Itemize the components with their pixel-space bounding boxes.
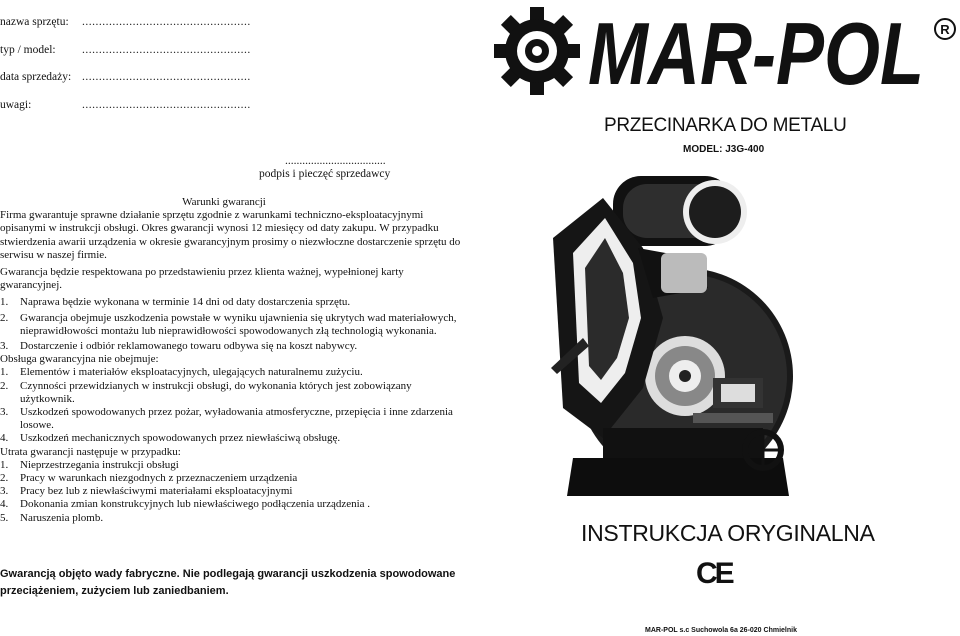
lost-title: Utrata gwarancji następuje w przypadku: bbox=[0, 445, 181, 458]
manual-title: INSTRUKCJA ORYGINALNA bbox=[581, 520, 875, 546]
field-label: nazwa sprzętu: bbox=[0, 16, 69, 28]
field-dots: .................................................. bbox=[82, 16, 251, 28]
ce-mark-icon: CE bbox=[696, 557, 732, 590]
field-label: typ / model: bbox=[0, 44, 56, 56]
field-sale-date bbox=[0, 71, 251, 83]
list-item: 1. Nieprzestrzegania instrukcji obsługi bbox=[0, 458, 179, 471]
field-dots: .................................................. bbox=[82, 44, 251, 56]
list-item: 5. Naruszenia plomb. bbox=[0, 511, 104, 524]
list-item: 2. Pracy w warunkach niezgodnych z przeznaczeniem urządzenia bbox=[0, 472, 298, 485]
signature-dots: ................................... bbox=[285, 155, 386, 167]
warranty-intro: Firma gwarantuje sprawne działanie sprzętu zgodnie z warunkami techniczno-eksploatacyjnymi opisanymi w instrukcji obsługi. Okres gwarancji wynosi 12 miesięcy od daty zakupu. W przypadku stwierdzenia awarii urządzenia w okresie gwarancyjnym prosimy o niezwłoczne dostarczenie sprzętu do serwisu w naszej firmie. bbox=[0, 209, 461, 261]
list-item: 3. Pracy bez lub z niewłaściwymi materiałami eksploatacyjnymi bbox=[0, 485, 293, 498]
field-notes bbox=[0, 99, 251, 111]
warranty-card-note: Gwarancja będzie respektowana po przedstawieniu przez klienta ważnej, wypełnionej karty gwarancyjnej. bbox=[0, 266, 404, 292]
excluded-list bbox=[0, 366, 468, 445]
machine-photo bbox=[543, 158, 793, 508]
warranty-terms-list bbox=[0, 296, 468, 353]
list-item: 3. Dostarczenie i odbiór reklamowanego towaru odbywa się na koszt nabywcy. bbox=[0, 340, 358, 353]
bold-note-line: Gwarancją objęto wady fabryczne. Nie podlegają gwarancji uszkodzenia spowodowane bbox=[0, 568, 456, 580]
list-item: 2. Gwarancja obejmuje uszkodzenia powstałe w wyniku ujawnienia się ukrytych wad materiałowych, nieprawidłowości montażu lub nieprawidłowości spowodowanych złą technologią wykonania. bbox=[0, 311, 457, 337]
list-item: 1. Naprawa będzie wykonana w terminie 14 dni od daty dostarczenia sprzętu. bbox=[0, 296, 351, 309]
list-item: 4. Uszkodzeń mechanicznych spowodowanych przez niewłaściwą obsługę. bbox=[0, 432, 341, 445]
field-label: uwagi: bbox=[0, 99, 32, 111]
lost-list bbox=[0, 459, 468, 525]
signature-label: podpis i pieczęć sprzedawcy bbox=[259, 168, 391, 180]
warranty-bold-note bbox=[0, 566, 470, 599]
gear-logo-icon bbox=[494, 6, 580, 96]
registered-letter: R bbox=[940, 21, 950, 37]
excluded-title: Obsługa gwarancyjna nie obejmuje: bbox=[0, 353, 159, 366]
list-item: 1. Elementów i materiałów eksploatacyjnych, ulegających naturalnemu zużyciu. bbox=[0, 366, 363, 379]
company-footer: MAR-POL s.c Suchowola 6a 26-020 Chmielnik bbox=[645, 627, 797, 634]
registered-mark-icon bbox=[934, 18, 956, 40]
brand-wordmark bbox=[584, 10, 944, 94]
bold-note-line: przeciążeniem, zużyciem lub zaniedbaniem. bbox=[0, 584, 229, 597]
field-model bbox=[0, 44, 251, 56]
list-item: 4. Dokonania zmian konstrukcyjnych lub niewłaściwego podłączenia urządzenia . bbox=[0, 498, 371, 511]
brand-name: MAR-POL bbox=[588, 10, 924, 94]
field-dots: .................................................. bbox=[82, 71, 251, 83]
field-dots: .................................................. bbox=[82, 99, 251, 111]
field-equipment-name bbox=[0, 16, 251, 28]
product-model: MODEL: J3G-400 bbox=[683, 144, 765, 155]
brand-wordmark-svg bbox=[584, 10, 944, 94]
warranty-section bbox=[0, 196, 468, 525]
warranty-title: Warunki gwarancji bbox=[182, 196, 266, 208]
list-item: 3. Uszkodzeń spowodowanych przez pożar, wyładowania atmosferyczne, przepięcia i inne zdarzenia losowe. bbox=[0, 406, 453, 432]
product-title: PRZECINARKA DO METALU bbox=[604, 115, 847, 136]
field-label: data sprzedaży: bbox=[0, 71, 72, 83]
list-item: 2. Czynności przewidzianych w instrukcji obsługi, do wykonania których jest zobowiązany użytkownik. bbox=[0, 379, 412, 405]
